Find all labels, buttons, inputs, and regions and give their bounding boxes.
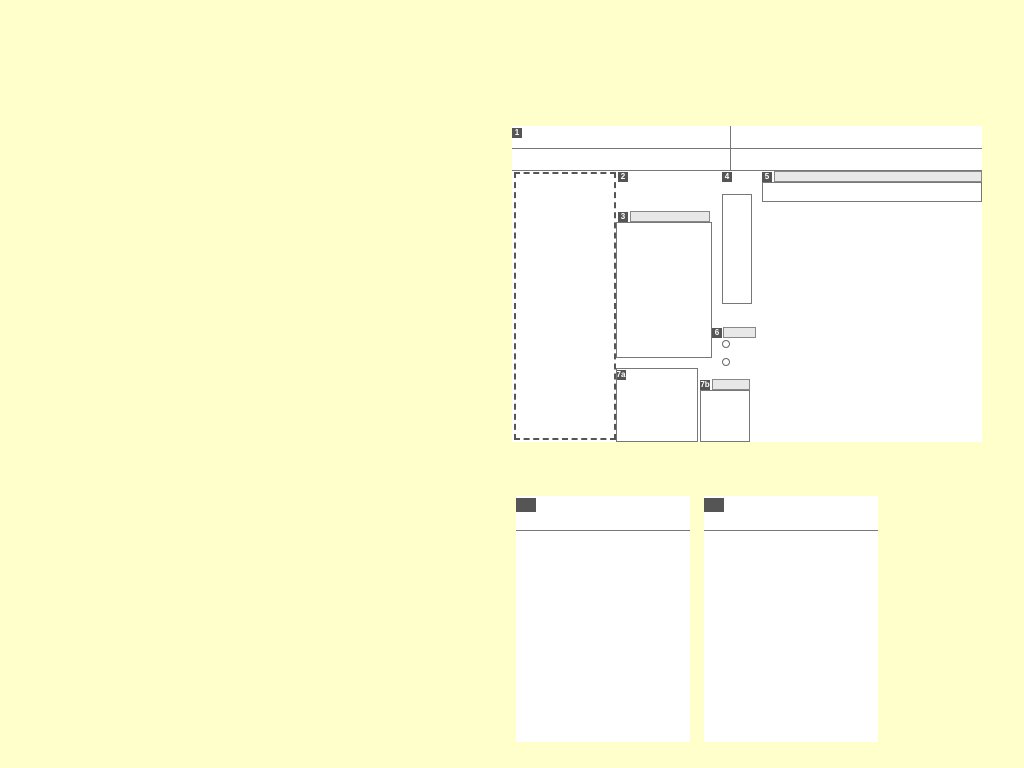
gender-header bbox=[723, 327, 756, 338]
student-id-card bbox=[516, 496, 690, 742]
barcode-area bbox=[514, 172, 616, 440]
dob-header bbox=[630, 211, 710, 222]
section-1-marker: 1 bbox=[512, 128, 522, 138]
grade-header bbox=[712, 379, 750, 390]
answer-form-image: 1 2 4 3 6 7a 7b 5 bbox=[512, 126, 982, 442]
ssid-card bbox=[704, 496, 878, 742]
name-header bbox=[774, 171, 982, 182]
